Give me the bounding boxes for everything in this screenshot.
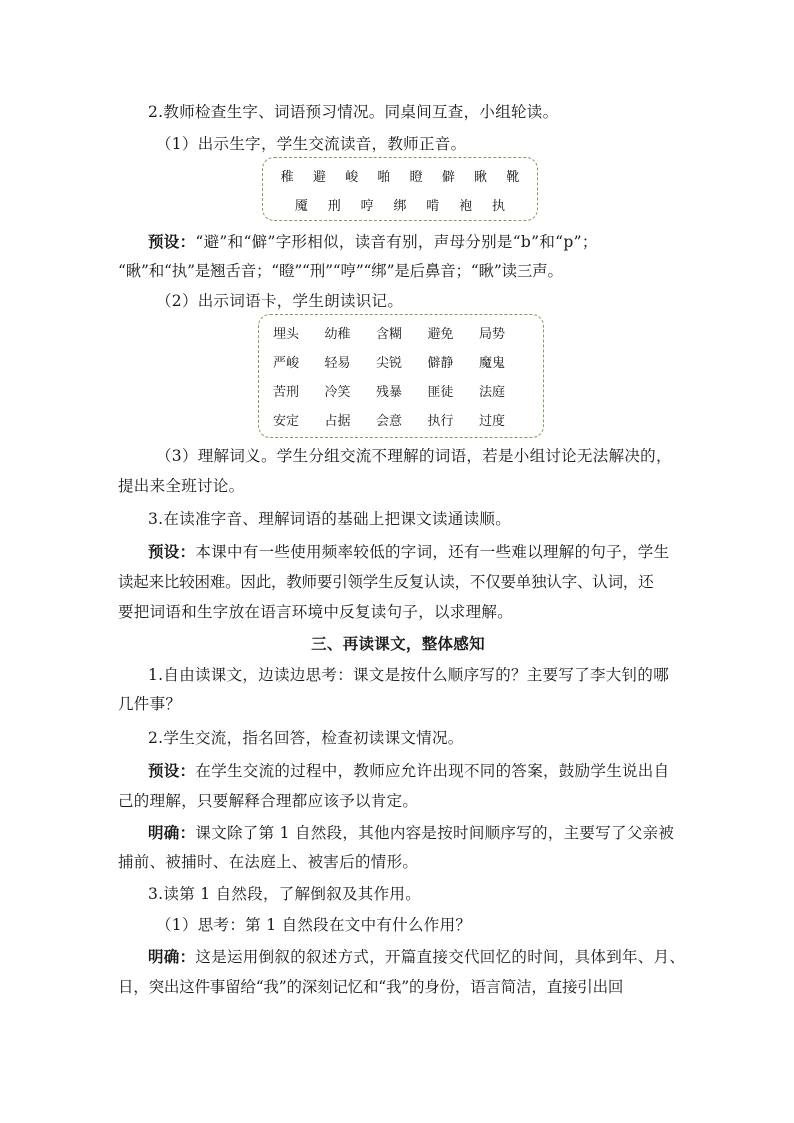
char-item: 魇 (294, 199, 308, 214)
paragraph-step3: 3.在读准字音、理解词语的基础上把课文读通读顺。 (148, 510, 511, 528)
paragraph-step2: 2.教师检查生字、词语预习情况。同桌间互查，小组轮读。 (148, 103, 559, 121)
char-row-1 (263, 166, 537, 185)
mingque1-text: 课文除了第 1 自然段，其他内容是按时间顺序写的，主要写了父亲被 (195, 824, 675, 842)
yushe2-line1 (118, 540, 678, 564)
word-row-1 (273, 323, 529, 342)
word-item: 会意 (376, 414, 403, 429)
paragraph-word-cards: （2）出示词语卡，学生朗读识记。 (156, 292, 404, 310)
yushe3-line1 (118, 759, 678, 783)
word-item: 严峻 (273, 356, 300, 371)
paragraph-step2-share: 2.学生交流，指名回答，检查初读课文情况。 (148, 729, 464, 747)
word-item: 苦刑 (273, 385, 300, 400)
mingque2-text: 这是运用倒叙的叙述方式，开篇直接交代回忆的时间，具体到年、月、 (195, 948, 686, 966)
char-item: 啃 (426, 199, 440, 214)
word-item: 匪徒 (427, 385, 454, 400)
char-card-box (262, 157, 538, 221)
char-item: 僻 (441, 170, 455, 185)
word-item: 占据 (324, 414, 351, 429)
word-item: 法庭 (479, 385, 506, 400)
yushe2-line2: 读起来比较困难。因此，教师要引领学生反复认读，不仅要单独认字、认词，还 (118, 573, 654, 591)
char-item: 袍 (459, 199, 473, 214)
mingque-label: 明确： (148, 823, 196, 842)
char-item: 哼 (360, 199, 374, 214)
char-item: 执 (491, 199, 505, 214)
yushe1-line2: “瞅”和“执”是翘舌音；“瞪”“刑”“哼”“绑”是后鼻音；“瞅”读三声。 (118, 262, 563, 280)
word-item: 安定 (273, 414, 300, 429)
word-item: 局势 (479, 327, 506, 342)
mingque1-line1 (118, 821, 678, 845)
word-row-3 (273, 381, 529, 400)
char-item: 啪 (377, 170, 391, 185)
section-title: 三、再读课文，整体感知 (311, 634, 485, 653)
word-item: 僻静 (427, 356, 454, 371)
char-item: 绑 (393, 199, 407, 214)
yushe-label: 预设： (148, 232, 196, 251)
word-card-box (258, 314, 544, 438)
char-item: 靴 (506, 170, 520, 185)
word-item: 轻易 (324, 356, 351, 371)
yushe2-text: 本课中有一些使用频率较低的字词，还有一些难以理解的句子，学生 (195, 543, 670, 561)
word-item: 执行 (427, 414, 454, 429)
word-item: 冷笑 (324, 385, 351, 400)
yushe2-line3: 要把词语和生字放在语言环境中反复读句子，以求理解。 (118, 603, 514, 621)
yushe1-text: “避”和“僻”字形相似，读音有别，声母分别是“b”和“p”； (195, 233, 598, 251)
mingque-label: 明确： (148, 947, 196, 966)
mingque2-line2: 日，突出这件事留给“我”的深刻记忆和“我”的身份，语言简洁，直接引出回 (118, 978, 624, 996)
char-item: 瞅 (474, 170, 488, 185)
yushe3-text: 在学生交流的过程中，教师应允许出现不同的答案，鼓励学生说出自 (195, 762, 670, 780)
yushe-label: 预设： (148, 761, 196, 780)
paragraph-think: （1）思考：第 1 自然段在文中有什么作用？ (156, 916, 472, 934)
yushe-label: 预设： (148, 542, 196, 561)
char-item: 刑 (327, 199, 341, 214)
word-item: 魔鬼 (479, 356, 506, 371)
paragraph-understand-1: （3）理解词义。学生分组交流不理解的词语，若是小组讨论无法解决的， (156, 447, 672, 465)
word-item: 避免 (427, 327, 454, 342)
char-item: 瞪 (409, 170, 423, 185)
word-item: 埋头 (273, 327, 300, 342)
mingque1-line2: 捕前、被捕时、在法庭上、被害后的情形。 (118, 853, 419, 871)
word-item: 过度 (479, 414, 506, 429)
char-item: 稚 (280, 170, 294, 185)
word-item: 含糊 (376, 327, 403, 342)
word-item: 残暴 (376, 385, 403, 400)
paragraph-understand-2: 提出来全班讨论。 (118, 477, 245, 495)
paragraph-show-chars: （1）出示生字，学生交流读音，教师正音。 (156, 135, 467, 153)
word-item: 尖锐 (376, 356, 403, 371)
word-row-4 (273, 410, 529, 429)
word-row-2 (273, 352, 529, 371)
paragraph-step1-read-1: 1.自由读课文，边读边思考：课文是按什么顺序写的？主要写了李大钊的哪 (148, 666, 669, 684)
paragraph-step1-read-2: 几件事？ (118, 695, 182, 713)
mingque2-line1 (118, 945, 686, 969)
char-item: 峻 (345, 170, 359, 185)
char-item: 避 (312, 170, 326, 185)
yushe1-line1 (118, 230, 678, 254)
paragraph-step3-reverse: 3.读第 1 自然段，了解倒叙及其作用。 (148, 885, 422, 903)
word-item: 幼稚 (324, 327, 351, 342)
yushe3-line2: 己的理解，只要解释合理都应该予以肯定。 (118, 792, 419, 810)
char-row-2 (263, 195, 537, 214)
